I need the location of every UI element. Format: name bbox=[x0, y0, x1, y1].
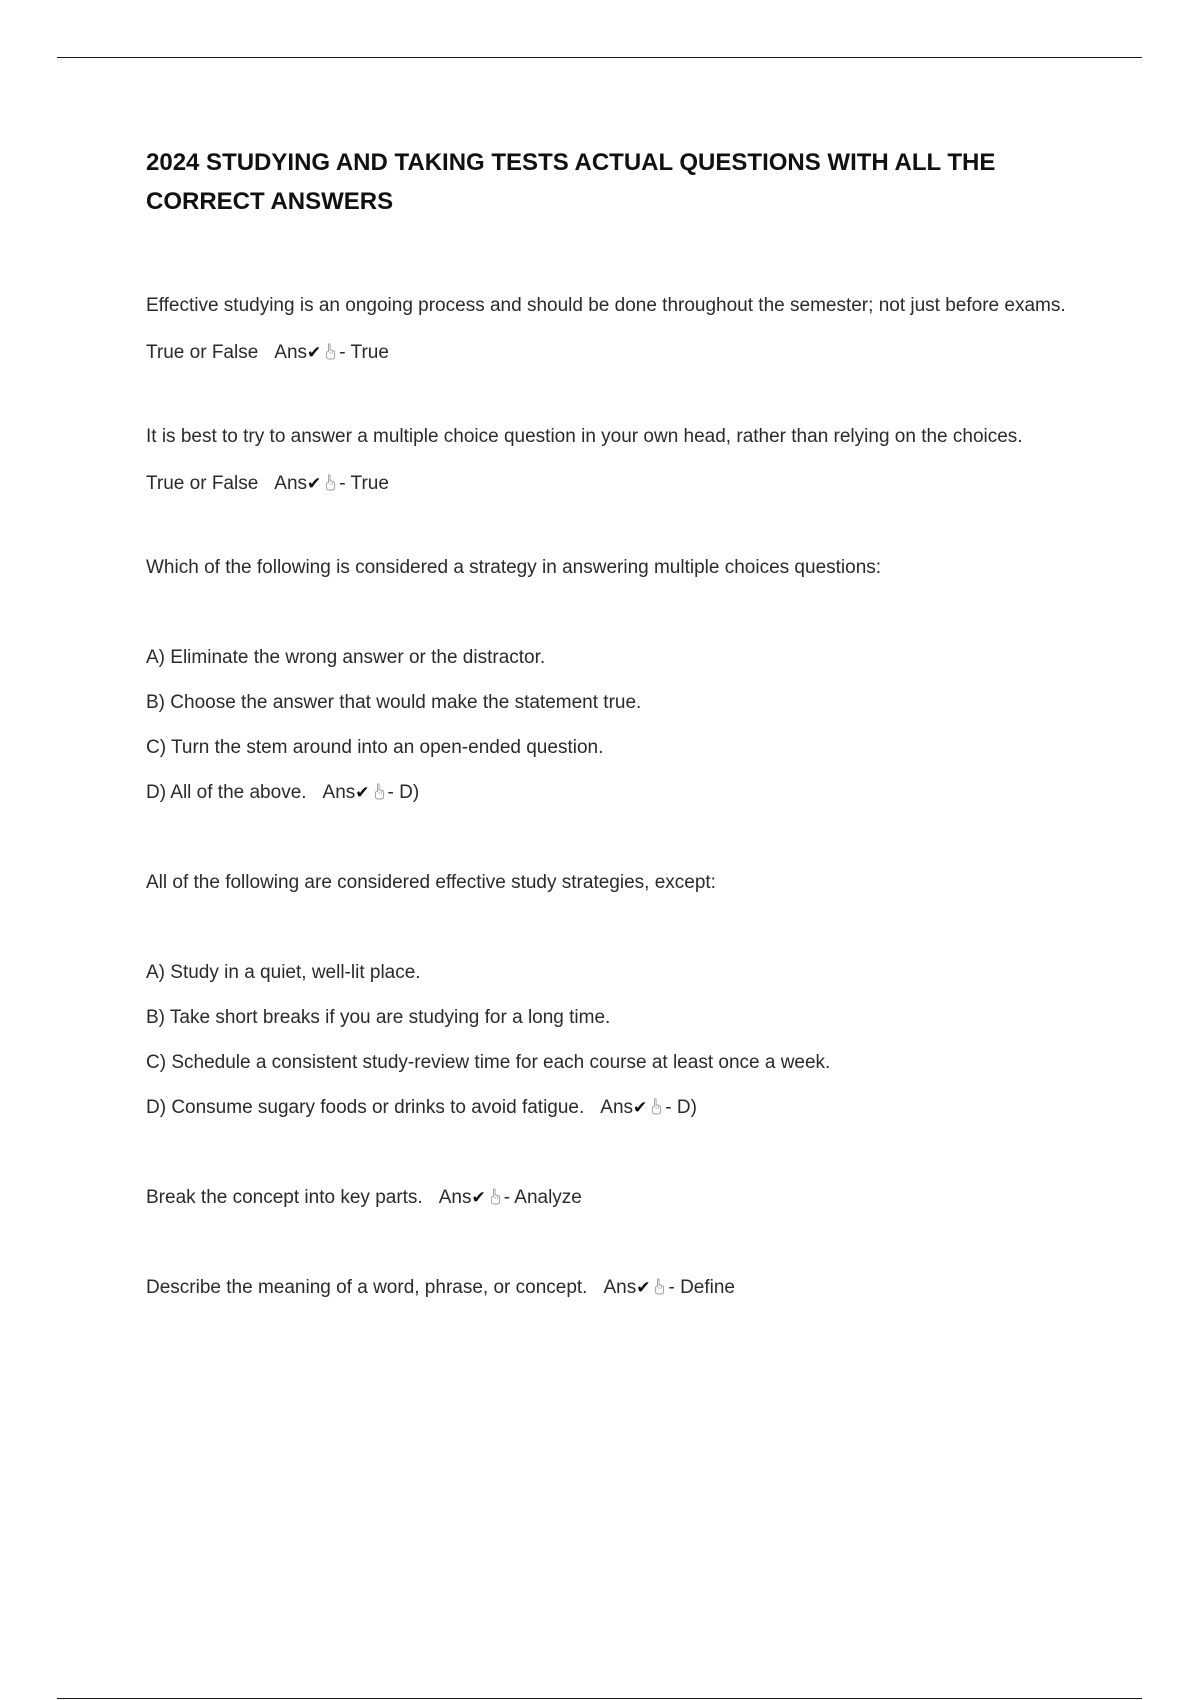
question-2-answer-line bbox=[146, 470, 1096, 498]
pointing-hand-icon bbox=[374, 783, 385, 800]
question-6-prompt: Describe the meaning of a word, phrase, or concept. bbox=[146, 1277, 588, 1298]
check-icon: ✔ bbox=[471, 1188, 486, 1208]
question-2-prompt: True or False bbox=[146, 473, 259, 494]
question-5-prompt: Break the concept into key parts. bbox=[146, 1187, 423, 1208]
answer-separator: - bbox=[665, 1097, 677, 1118]
question-5-answer-line bbox=[146, 1184, 1096, 1212]
question-3-option-a: A) Eliminate the wrong answer or the distractor. bbox=[146, 647, 546, 668]
question-6-answer: Define bbox=[680, 1277, 735, 1298]
question-3-answer-line bbox=[146, 779, 1096, 807]
question-5-answer: Analyze bbox=[514, 1187, 582, 1208]
question-3-option-c: C) Turn the stem around into an open-ended question. bbox=[146, 737, 604, 758]
check-icon: ✔ bbox=[307, 474, 322, 494]
question-1-answer-line bbox=[146, 339, 1096, 367]
question-4-answer-line bbox=[146, 1094, 1096, 1122]
answer-prefix: Ans bbox=[600, 1097, 634, 1118]
pointing-hand-icon bbox=[490, 1188, 501, 1205]
pointing-hand-icon bbox=[651, 1098, 662, 1115]
answer-prefix: Ans bbox=[274, 342, 308, 363]
question-6-answer-line bbox=[146, 1274, 1096, 1302]
question-4-option-b: B) Take short breaks if you are studying for a long time. bbox=[146, 1007, 611, 1028]
pointing-hand-icon bbox=[325, 343, 336, 360]
question-1-answer: True bbox=[350, 342, 389, 363]
footer-rule bbox=[57, 1698, 1142, 1699]
question-3-option-d: D) All of the above. bbox=[146, 782, 307, 803]
question-list bbox=[146, 292, 1096, 1302]
answer-prefix: Ans bbox=[322, 782, 356, 803]
pointing-hand-icon bbox=[325, 474, 336, 491]
answer-separator: - bbox=[339, 473, 351, 494]
answer-separator: - bbox=[339, 342, 351, 363]
check-icon: ✔ bbox=[633, 1098, 648, 1118]
answer-prefix: Ans bbox=[438, 1187, 472, 1208]
document-page bbox=[146, 143, 1096, 1302]
answer-separator: - bbox=[503, 1187, 515, 1208]
question-1-stem: Effective studying is an ongoing process and should be done throughout the semester; not just before exams. bbox=[146, 295, 1066, 316]
question-4-option-d: D) Consume sugary foods or drinks to avoid fatigue. bbox=[146, 1097, 585, 1118]
question-4-stem: All of the following are considered effective study strategies, except: bbox=[146, 872, 716, 893]
answer-prefix: Ans bbox=[274, 473, 308, 494]
check-icon: ✔ bbox=[307, 343, 322, 363]
question-4-option-c: C) Schedule a consistent study-review time for each course at least once a week. bbox=[146, 1052, 831, 1073]
question-2-stem: It is best to try to answer a multiple choice question in your own head, rather than relying on the choices. bbox=[146, 426, 1023, 447]
check-icon: ✔ bbox=[355, 783, 370, 803]
check-icon: ✔ bbox=[636, 1278, 651, 1298]
question-1-prompt: True or False bbox=[146, 342, 259, 363]
question-3-answer: D) bbox=[399, 782, 420, 803]
question-3-stem: Which of the following is considered a strategy in answering multiple choices questions: bbox=[146, 557, 882, 578]
question-3-option-b: B) Choose the answer that would make the statement true. bbox=[146, 692, 642, 713]
answer-separator: - bbox=[387, 782, 400, 803]
answer-separator: - bbox=[668, 1277, 681, 1298]
pointing-hand-icon bbox=[654, 1278, 665, 1295]
document-title: 2024 STUDYING AND TAKING TESTS ACTUAL QUESTIONS WITH ALL THE CORRECT ANSWERS bbox=[146, 149, 996, 215]
question-4-answer: D) bbox=[676, 1097, 697, 1118]
header-rule bbox=[57, 57, 1142, 58]
answer-prefix: Ans bbox=[603, 1277, 637, 1298]
question-2-answer: True bbox=[350, 473, 389, 494]
question-4-option-a: A) Study in a quiet, well-lit place. bbox=[146, 962, 421, 983]
